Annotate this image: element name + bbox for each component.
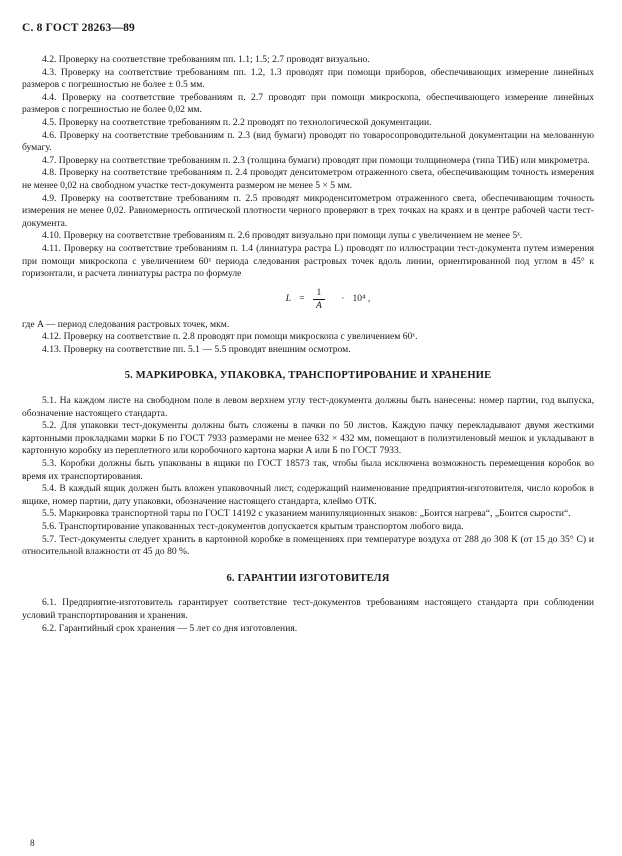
paragraph-4-7: 4.7. Проверку на соответствие требованиям п. 2.3 (толщина бумаги) проводят при помощи толщиномера (типа ТИБ) или микрометра. xyxy=(42,154,590,166)
paragraph-5-5: 5.5. Маркировка транспортной тары по ГОСТ 14192 с указанием манипуляционных знаков: „Боится нагрева“, „Боится сырости“. xyxy=(42,508,571,520)
formula-multiply: · xyxy=(341,293,345,305)
section-5-title: 5. МАРКИРОВКА, УПАКОВКА, ТРАНСПОРТИРОВАНИЕ И ХРАНЕНИЕ xyxy=(124,370,492,382)
formula-legend: где A — период следования растровых точек, мкм. xyxy=(22,318,230,330)
section-4-checks xyxy=(22,54,594,356)
paragraph-6-1: 6.1. Предприятие-изготовитель гарантирует соответствие тест-документов требованиям настоящего стандарта при соблюдении условий транспортирования и хранения. xyxy=(22,597,594,621)
document-body xyxy=(22,54,594,635)
formula-numerator: 1 xyxy=(313,287,326,300)
paragraph-6-2: 6.2. Гарантийный срок хранения — 5 лет со дня изготовления. xyxy=(42,622,298,634)
paragraph-5-4: 5.4. В каждый ящик должен быть вложен упаковочный лист, содержащий наименование предприятия-изготовителя, число коробок в ящике, номер партии, дату упаковки, обозначение настоящего стандарта, клеймо ОТК. xyxy=(22,483,594,507)
paragraph-5-2: 5.2. Для упаковки тест-документы должны быть сложены в пачки по 50 листов. Каждую пачку перекладывают двумя жесткими картонными прокладками марки Б по ГОСТ 7933 размерами не менее 632 × 432 мм, помещают в полиэтиленовый мешок и укладывают в картонную коробку из переплетного или коробочного картона марки А или Б по ГОСТ 7933. xyxy=(22,420,594,457)
paragraph-4-4: 4.4. Проверку на соответствие требованиям п. 2.7 проводят при помощи микроскопа, обеспечивающего измерение линейных размеров с погрешностью не более 0,02 мм. xyxy=(22,91,594,116)
paragraph-5-3: 5.3. Коробки должны быть упакованы в ящики по ГОСТ 18573 так, чтобы была исключена возможность перемещения коробок во время их транспортирования. xyxy=(22,458,594,482)
paragraph-4-8: 4.8. Проверку на соответствие требованиям п. 2.4 проводят денситометром отраженного света, обеспечивающим точность измерения не менее 0,02 на свободном участке тест-документа размером не менее 5 × 5 мм. xyxy=(22,167,594,191)
paragraph-4-11: 4.11. Проверку на соответствие требованиям п. 1.4 (линиатура растра L) проводят по иллюстрации тест-документа путем измерения при помощи микроскопа с увеличением 60ˣ периода следования растровых точек вдоль линии, ориентированной под углом в 45° к горизонтали, и расчета линиатуры растра по формуле xyxy=(22,242,594,280)
paragraph-5-1: 5.1. На каждом листе на свободном поле в левом верхнем углу тест-документа должны быть нанесены: номер партии, год выпуска, обозначение настоящего стандарта. xyxy=(22,395,594,419)
paragraph-4-6: 4.6. Проверку на соответствие требованиям п. 2.3 (вид бумаги) проводят по товаросопроводительной документации на мелованную бумагу. xyxy=(22,129,594,154)
section-6-guarantees xyxy=(22,573,594,635)
formula-equals: = xyxy=(299,293,305,305)
formula-rhs: 10⁴ , xyxy=(352,293,371,305)
paragraph-4-9: 4.9. Проверку на соответствие требованиям п. 2.5 проводят микроденситометром отраженного света, обеспечивающим точность измерения не менее 0,02. Равномерность оптической плотности черного проверяют в трех точках на краях и в центре рабочей части тест-документа. xyxy=(22,192,594,229)
paragraph-4-3: 4.3. Проверку на соответствие требованиям пп. 1.2, 1.3 проводят при помощи приборов, обеспечивающих измерение линейных размеров с погрешностью не более ± 0.5 мм. xyxy=(22,66,594,91)
paragraph-4-2: 4.2. Проверку на соответствие требованиям пп. 1.1; 1.5; 2.7 проводят визуально. xyxy=(42,54,370,65)
formula-fraction xyxy=(313,287,326,312)
formula-denominator: A xyxy=(315,300,322,312)
lineature-formula xyxy=(62,281,594,319)
paragraph-4-12: 4.12. Проверку на соответствие п. 2.8 проводят при помощи микроскопа с увеличением 60ˣ. xyxy=(42,331,418,343)
paragraph-4-5: 4.5. Проверку на соответствие требованиям п. 2.2 проводят по технологической документации. xyxy=(42,116,432,128)
formula-lhs: L xyxy=(285,293,292,305)
paragraph-5-7: 5.7. Тест-документы следует хранить в картонной коробке в помещениях при температуре воздуха от 288 до 308 К (от 15 до 35° С) и относительной влажности от 45 до 80 %. xyxy=(22,533,594,558)
paragraph-4-10: 4.10. Проверку на соответствие требованиям п. 2.6 проводят визуально при помощи лупы с увеличением не менее 5ˣ. xyxy=(42,230,523,242)
paragraph-5-6: 5.6. Транспортирование упакованных тест-документов допускается крытым транспортом любого вида. xyxy=(42,521,464,532)
section-6-title: 6. ГАРАНТИИ ИЗГОТОВИТЕЛЯ xyxy=(226,572,390,584)
page-header: С. 8 ГОСТ 28263—89 xyxy=(22,22,135,34)
section-5-marking xyxy=(22,370,594,558)
page-number: 8 xyxy=(30,838,35,848)
paragraph-4-13: 4.13. Проверку на соответствие пп. 5.1 — 5.5 проводят внешним осмотром. xyxy=(42,343,351,355)
